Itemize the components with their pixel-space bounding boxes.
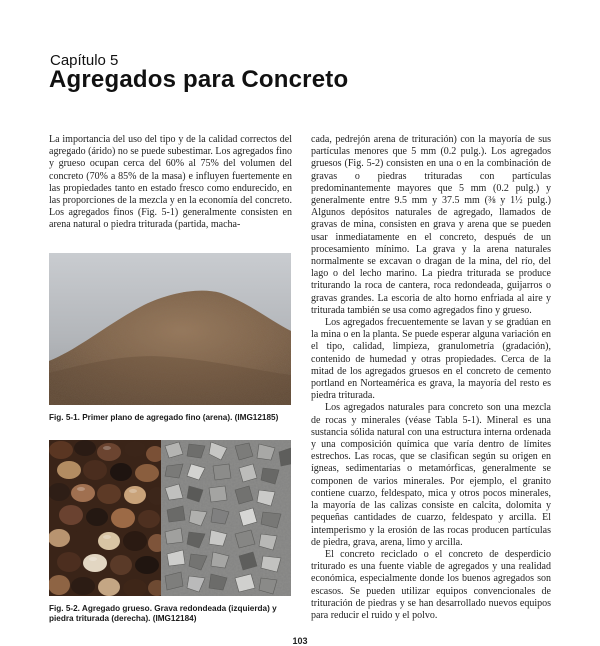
chapter-title: Agregados para Concreto xyxy=(49,66,349,93)
figure-5-2-gravel-image xyxy=(49,440,291,596)
body-paragraph-4: El concreto reciclado o el concreto de desperdicio triturado es una fuente viable de agregados y una realidad económica, especialmente donde los buenos agregados son escasos. Se pueden utilizar equipos convencionales de trituración de piedras y se han desarrollado nuevos equipos para reducir el ruido y el polvo. xyxy=(311,548,551,621)
figure-5-1-caption: Fig. 5-1. Primer plano de agregado fino (arena). (IMG12185) xyxy=(49,413,279,422)
page-number: 103 xyxy=(292,636,308,646)
body-paragraph-3: Los agregados naturales para concreto son una mezcla de rocas y minerales (véase Tabla 5-1). Mineral es una sustancia sólida natural con una estructura interna ordenada y una composición química que varía dentro de límites estrechos. Las rocas, que se clasifican según su origen en ígneas, sedimentarias o metamórficas, generalmente se componen de varios minerales. Por ejemplo, el granito contiene cuarzo, feldespato, mica y otros pocos minerales, la mayoría de las calizas consiste en calcita, dolomita y pequeñas cantidades de cuarzo, feldespato y arcilla. El intemperismo y la erosión de las rocas producen partículas de piedra, grava, arena, limo y arcilla. xyxy=(311,402,551,548)
figure-5-1-sand-image xyxy=(49,253,291,405)
body-paragraph-1: cada, pedrejón arena de trituración) con la mayoría de sus partículas menores que 5 mm (0.2 pulg.). Los agregados gruesos (Fig. 5-2) consisten en una o en la combinación de gravas o piedras trituradas con partículas predominantemente mayores que 5 mm (0.2 pulg.) y generalmente entre 9.5 mm y 37.5 mm (⅜ y 1½ pulg.) Algunos depósitos naturales de agregado, llamados de gravas de mina, consisten en grava y arena que se pueden usar inmediatamente en el concreto, después de un procesamiento mínimo. La grava y la arena naturales normalmente se excavan o dragan de la mina, del río, del lago o del lecho marino. La piedra triturada se produce triturando la roca de cantera, roca redondeada, guijarros o gravas grandes. La escoria de alto horno enfriada al aire y triturada también se usa como agregados fino y grueso. xyxy=(311,134,551,316)
left-column xyxy=(49,134,292,232)
figure-5-2-caption: Fig. 5-2. Agregado grueso. Grava redondeada (izquierda) y piedra triturada (derecha). (IMG12184) xyxy=(49,604,277,623)
chapter-label: Capítulo 5 xyxy=(50,52,119,69)
intro-paragraph: La importancia del uso del tipo y de la calidad correctos del agregado (árido) no se puede subestimar. Los agregados fino y grueso ocupan cerca del 60% al 75% del volumen del concreto (70% a 85% de la masa) e influyen fuertemente en las propiedades tanto en estado fresco como endurecido, en las proporciones de la mezcla y en la economía del concreto. Los agregados finos (Fig. 5-1) generalmente consisten en arena natural o piedra triturada (partida, macha- xyxy=(49,134,292,231)
right-column xyxy=(311,134,551,622)
body-paragraph-2: Los agregados frecuentemente se lavan y se gradúan en la mina o en la planta. Se puede esperar alguna variación en el tipo, calidad, limpieza, granulometría (gradación), contenido de humedad y otras propiedades. Cerca de la mitad de los agregados gruesos en el concreto de cemento portland en Norteamérica es grava, la mayoría del resto es piedra triturada. xyxy=(311,317,551,402)
